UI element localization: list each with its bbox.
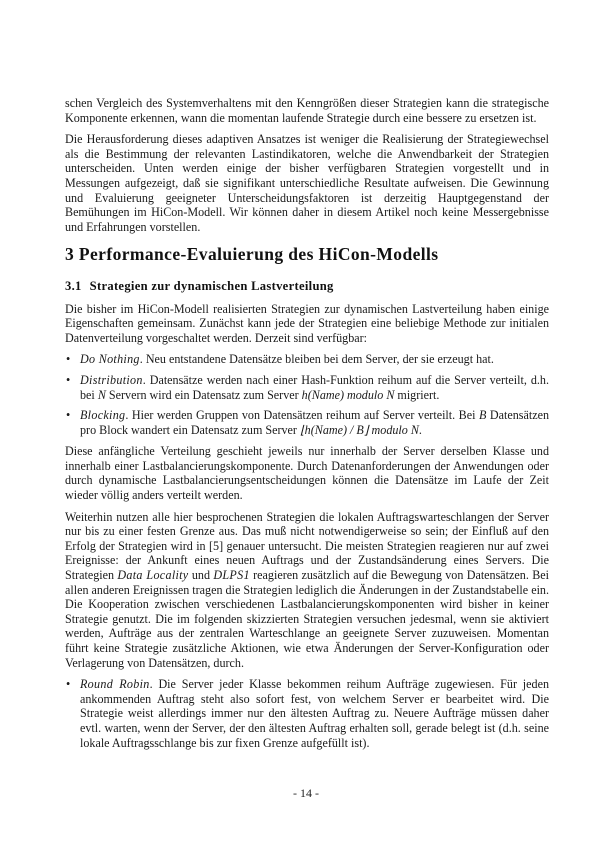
formula: h(Name) modulo N xyxy=(301,387,395,402)
item-text: . Die Server jeder Klasse bekommen reihum Aufträge zugewiesen. Für jeden ankommenden Auftrag steht also sofort fest, von welchem Server er bearbeitet wird. Die Strategie weist allerdings immer nur den ältesten Auftrag zu. Neuere Aufträge müssen daher evtl. warten, wenn der Server, der den ältesten Auftrag erhalten soll, gerade belegt ist (d.h. seine lokale Auftragsschlange bis zur fixen Grenze aufgefüllt ist). xyxy=(80,677,549,750)
math-var: N xyxy=(97,387,106,402)
paragraph-intro: Die bisher im HiCon-Modell realisierten Strategien zur dynamischen Lastverteilung haben einige Eigenschaften gemeinsam. Zunächst kann jede der Strategien eine beliebige Methode zur initialen Datenverteilung vorgeschaltet werden. Derzeit sind verfügbar: xyxy=(65,301,549,345)
item-text: . Datensätze werden nach einer Hash-Funktion reihum auf die Server verteilt, d.h. bei xyxy=(80,372,549,402)
distribution-methods-list xyxy=(65,352,549,437)
list-item-blocking xyxy=(65,408,549,437)
term: Distribution xyxy=(80,372,143,387)
term: Blocking xyxy=(80,408,126,423)
paragraph-challenge: Die Herausforderung dieses adaptiven Ansatzes ist weniger die Realisierung der Strategiewechsel als die Bestimmung der relevanten Lastindikatoren, welche die Anwendbarkeit der Strategien unterscheiden. Unten werden einige der bisher verfügbaren Strategien vorgestellt und in Messungen aufgezeigt, daß sie signifikant unterschiedliche Resultate aufweisen. Die Gewinnung und Evaluierung geeigneter Unterscheidungsfaktoren ist derzeitig Hauptgegenstand der Bemühungen im HiCon-Modell. Wir können daher in diesem Artikel noch keine Messergebnisse und Erfahrungen vorstellen. xyxy=(65,132,549,234)
item-text: migriert. xyxy=(394,387,440,402)
paragraph-further xyxy=(65,510,549,671)
text: und xyxy=(188,568,214,583)
term: Do Nothing xyxy=(80,352,140,367)
section-heading: 3 Performance-Evaluierung des HiCon-Modells xyxy=(65,244,439,265)
item-text: . Neu entstandene Datensätze bleiben bei dem Server, der sie erzeugt hat. xyxy=(139,352,494,367)
subsection-number: 3.1 xyxy=(65,278,82,293)
list-item-distribution xyxy=(65,373,549,402)
page-number: - 14 - xyxy=(293,786,319,800)
item-text: . Hier werden Gruppen von Datensätzen reihum auf Server verteilt. Bei xyxy=(125,408,479,423)
item-text: Servern wird ein Datensatz zum Server xyxy=(105,387,302,402)
term: Round Robin xyxy=(80,677,150,692)
list-item-do-nothing xyxy=(65,352,549,367)
text: reagieren zusätzlich auf die Bewegung von Datensätzen. Bei allen anderen Ereignissen tragen die Strategien lediglich die Änderungen in der Zustandstabelle ein. Die Kooperation zwischen verschiedenen Lastbalancierungskomponenten wird bisher in keiner Strategie genutzt. Die im folgenden skizzierten Strategien versuchen jedesmal, wenn sie aktiviert werden, Aufträge aus der zentralen Warteschlange an geeignete Server zuzuweisen. Momentan führt keine Strategie zusätzliche Aktionen, wie etwa Änderungen der Server-Konfiguration oder Verlagerung von Datensätzen, durch. xyxy=(65,568,549,670)
document-page xyxy=(65,96,549,757)
math-var: B xyxy=(479,408,487,423)
subsection-title: Strategien zur dynamischen Lastverteilung xyxy=(89,278,334,293)
strategies-list xyxy=(65,677,549,750)
subsection-heading xyxy=(65,279,549,294)
text: Weiterhin nutzen alle hier besprochenen Strategien die lokalen Auftragswarteschlangen der Server nur bis zu einer festen Grenze aus. Das muß nicht notwendigerweise so sein; der Einfluß auf den Erfolg der Strategien wird in [5] genauer untersucht. Die meisten Strategien reagieren nur auf zwei Ereignisse: der Ankunft eines neuen Auftrags und der Zustandsänderung eines Servers. Die Strategien xyxy=(65,509,549,583)
formula: ⌊h(Name) / B⌋ modulo N xyxy=(299,422,419,437)
term: DLPS1 xyxy=(213,568,250,583)
item-text: Datensätzen pro Block wandert ein Datensatz zum Server xyxy=(80,408,549,437)
paragraph-continuation: schen Vergleich des Systemverhaltens mit den Kenngrößen dieser Strategien kann die strategische Komponente erkennen, wann die momentan laufende Strategie durch eine bessere zu ersetzen ist. xyxy=(65,96,549,125)
list-item-round-robin xyxy=(65,677,549,750)
paragraph-initial-distribution: Diese anfängliche Verteilung geschieht jeweils nur innerhalb der Server derselben Klasse und innerhalb einer Lastbalancierungskomponente. Durch Datenanforderungen der Anwendungen oder durch dynamische Lastbalancierungsentscheidungen können die Datensätze im Laufe der Zeit wieder völlig anders verteilt werden. xyxy=(65,444,549,503)
item-text: . xyxy=(418,422,422,437)
term: Data Locality xyxy=(117,568,189,583)
